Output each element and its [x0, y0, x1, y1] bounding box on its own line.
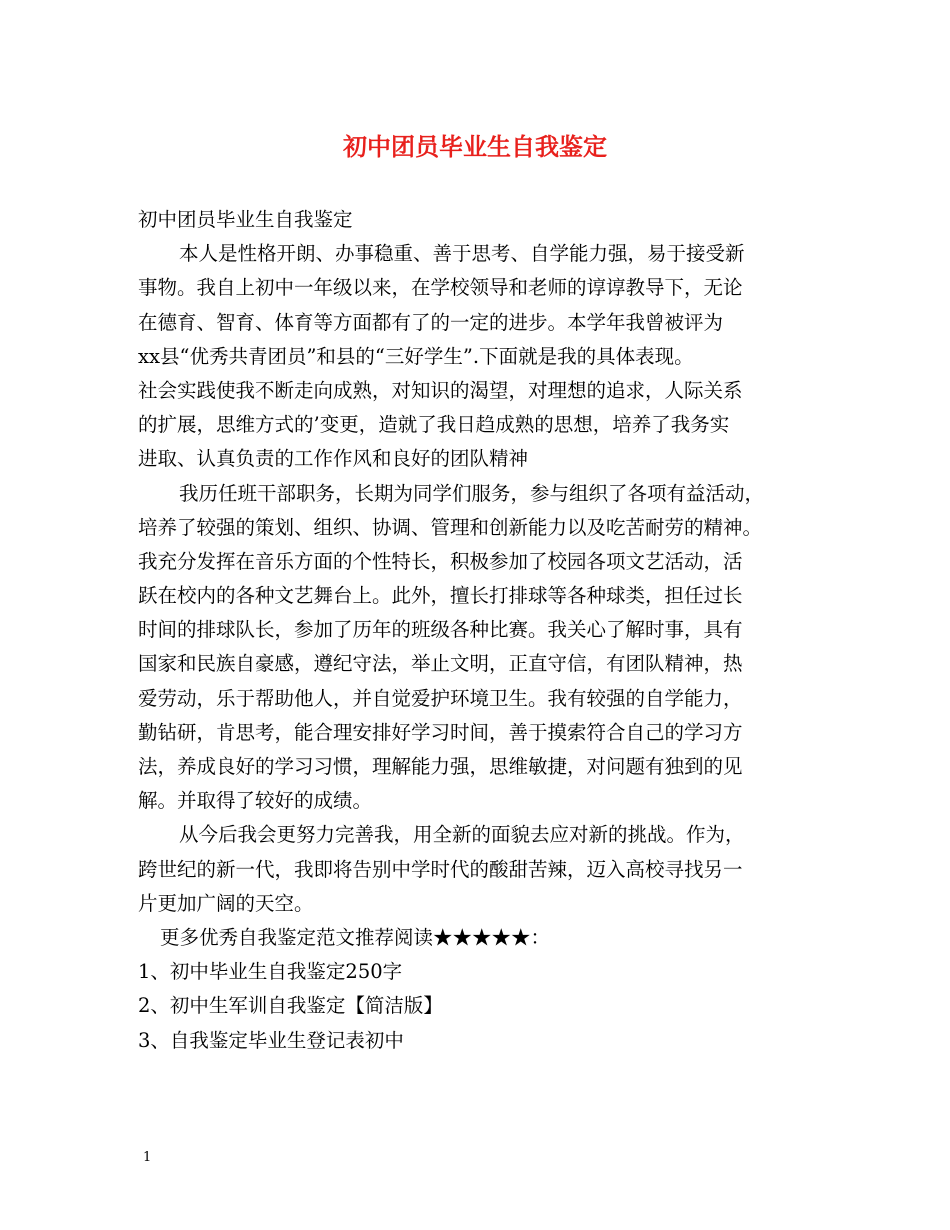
- recommend-heading: 更多优秀自我鉴定范文推荐阅读★★★★★：: [160, 925, 551, 949]
- body-line: 在德育、智育、体育等方面都有了的一定的进步。本学年我曾被评为: [138, 310, 724, 334]
- recommend-link-3[interactable]: 3、自我鉴定毕业生登记表初中: [138, 1028, 404, 1052]
- recommend-link-1[interactable]: 1、初中毕业生自我鉴定250字: [138, 960, 403, 984]
- body-line: 勤钻研，肯思考，能合理安排好学习时间，善于摸索符合自己的学习方: [138, 720, 743, 744]
- body-line: 跃在校内的各种文艺舞台上。此外，擅长打排球等各种球类，担任过长: [138, 584, 743, 608]
- body-line: 我历任班干部职务，长期为同学们服务，参与组织了各项有益活动，: [179, 481, 765, 505]
- body-line: 本人是性格开朗、办事稳重、善于思考、自学能力强，易于接受新: [179, 242, 745, 266]
- body-line: 事物。我自上初中一年级以来，在学校领导和老师的谆谆教导下，无论: [138, 276, 743, 300]
- body-line: 我充分发挥在音乐方面的个性特长，积极参加了校园各项文艺活动，活: [138, 549, 743, 573]
- body-line: 进取、认真负责的工作作风和良好的团队精神: [138, 447, 529, 471]
- body-line: 片更加广阔的天空。: [138, 891, 314, 915]
- recommend-link-2[interactable]: 2、初中生军训自我鉴定【简洁版】: [138, 994, 443, 1018]
- body-line: 从今后我会更努力完善我，用全新的面貌去应对新的挑战。作为，: [179, 823, 745, 847]
- document-title: 初中团员毕业生自我鉴定: [343, 132, 607, 161]
- body-line: 培养了较强的策划、组织、协调、管理和创新能力以及吃苦耐劳的精神。: [138, 515, 763, 539]
- body-line: 初中团员毕业生自我鉴定: [138, 208, 353, 231]
- body-line: 跨世纪的新一代，我即将告别中学时代的酸甜苦辣，迈入高校寻找另一: [138, 857, 743, 881]
- body-line: 爱劳动，乐于帮助他人，并自觉爱护环境卫生。我有较强的自学能力，: [138, 686, 743, 710]
- document-body: [138, 203, 828, 1058]
- body-line: 法，养成良好的学习习惯，理解能力强，思维敏捷，对问题有独到的见: [138, 755, 743, 778]
- body-line: 的扩展，思维方式的’变更，造就了我日趋成熟的思想，培养了我务实: [138, 413, 730, 437]
- body-line: xx县“优秀共青团员”和县的“三好学生”.下面就是我的具体表现。: [138, 344, 694, 368]
- body-line: 国家和民族自豪感，遵纪守法，举止文明，正直守信，有团队精神，热: [138, 652, 743, 676]
- page-number: 1: [143, 1150, 152, 1165]
- body-line: 解。并取得了较好的成绩。: [138, 789, 373, 813]
- body-line: 时间的排球队长，参加了历年的班级各种比赛。我关心了解时事，具有: [138, 618, 743, 642]
- body-line: 社会实践使我不断走向成熟，对知识的渴望，对理想的追求，人际关系: [138, 378, 743, 402]
